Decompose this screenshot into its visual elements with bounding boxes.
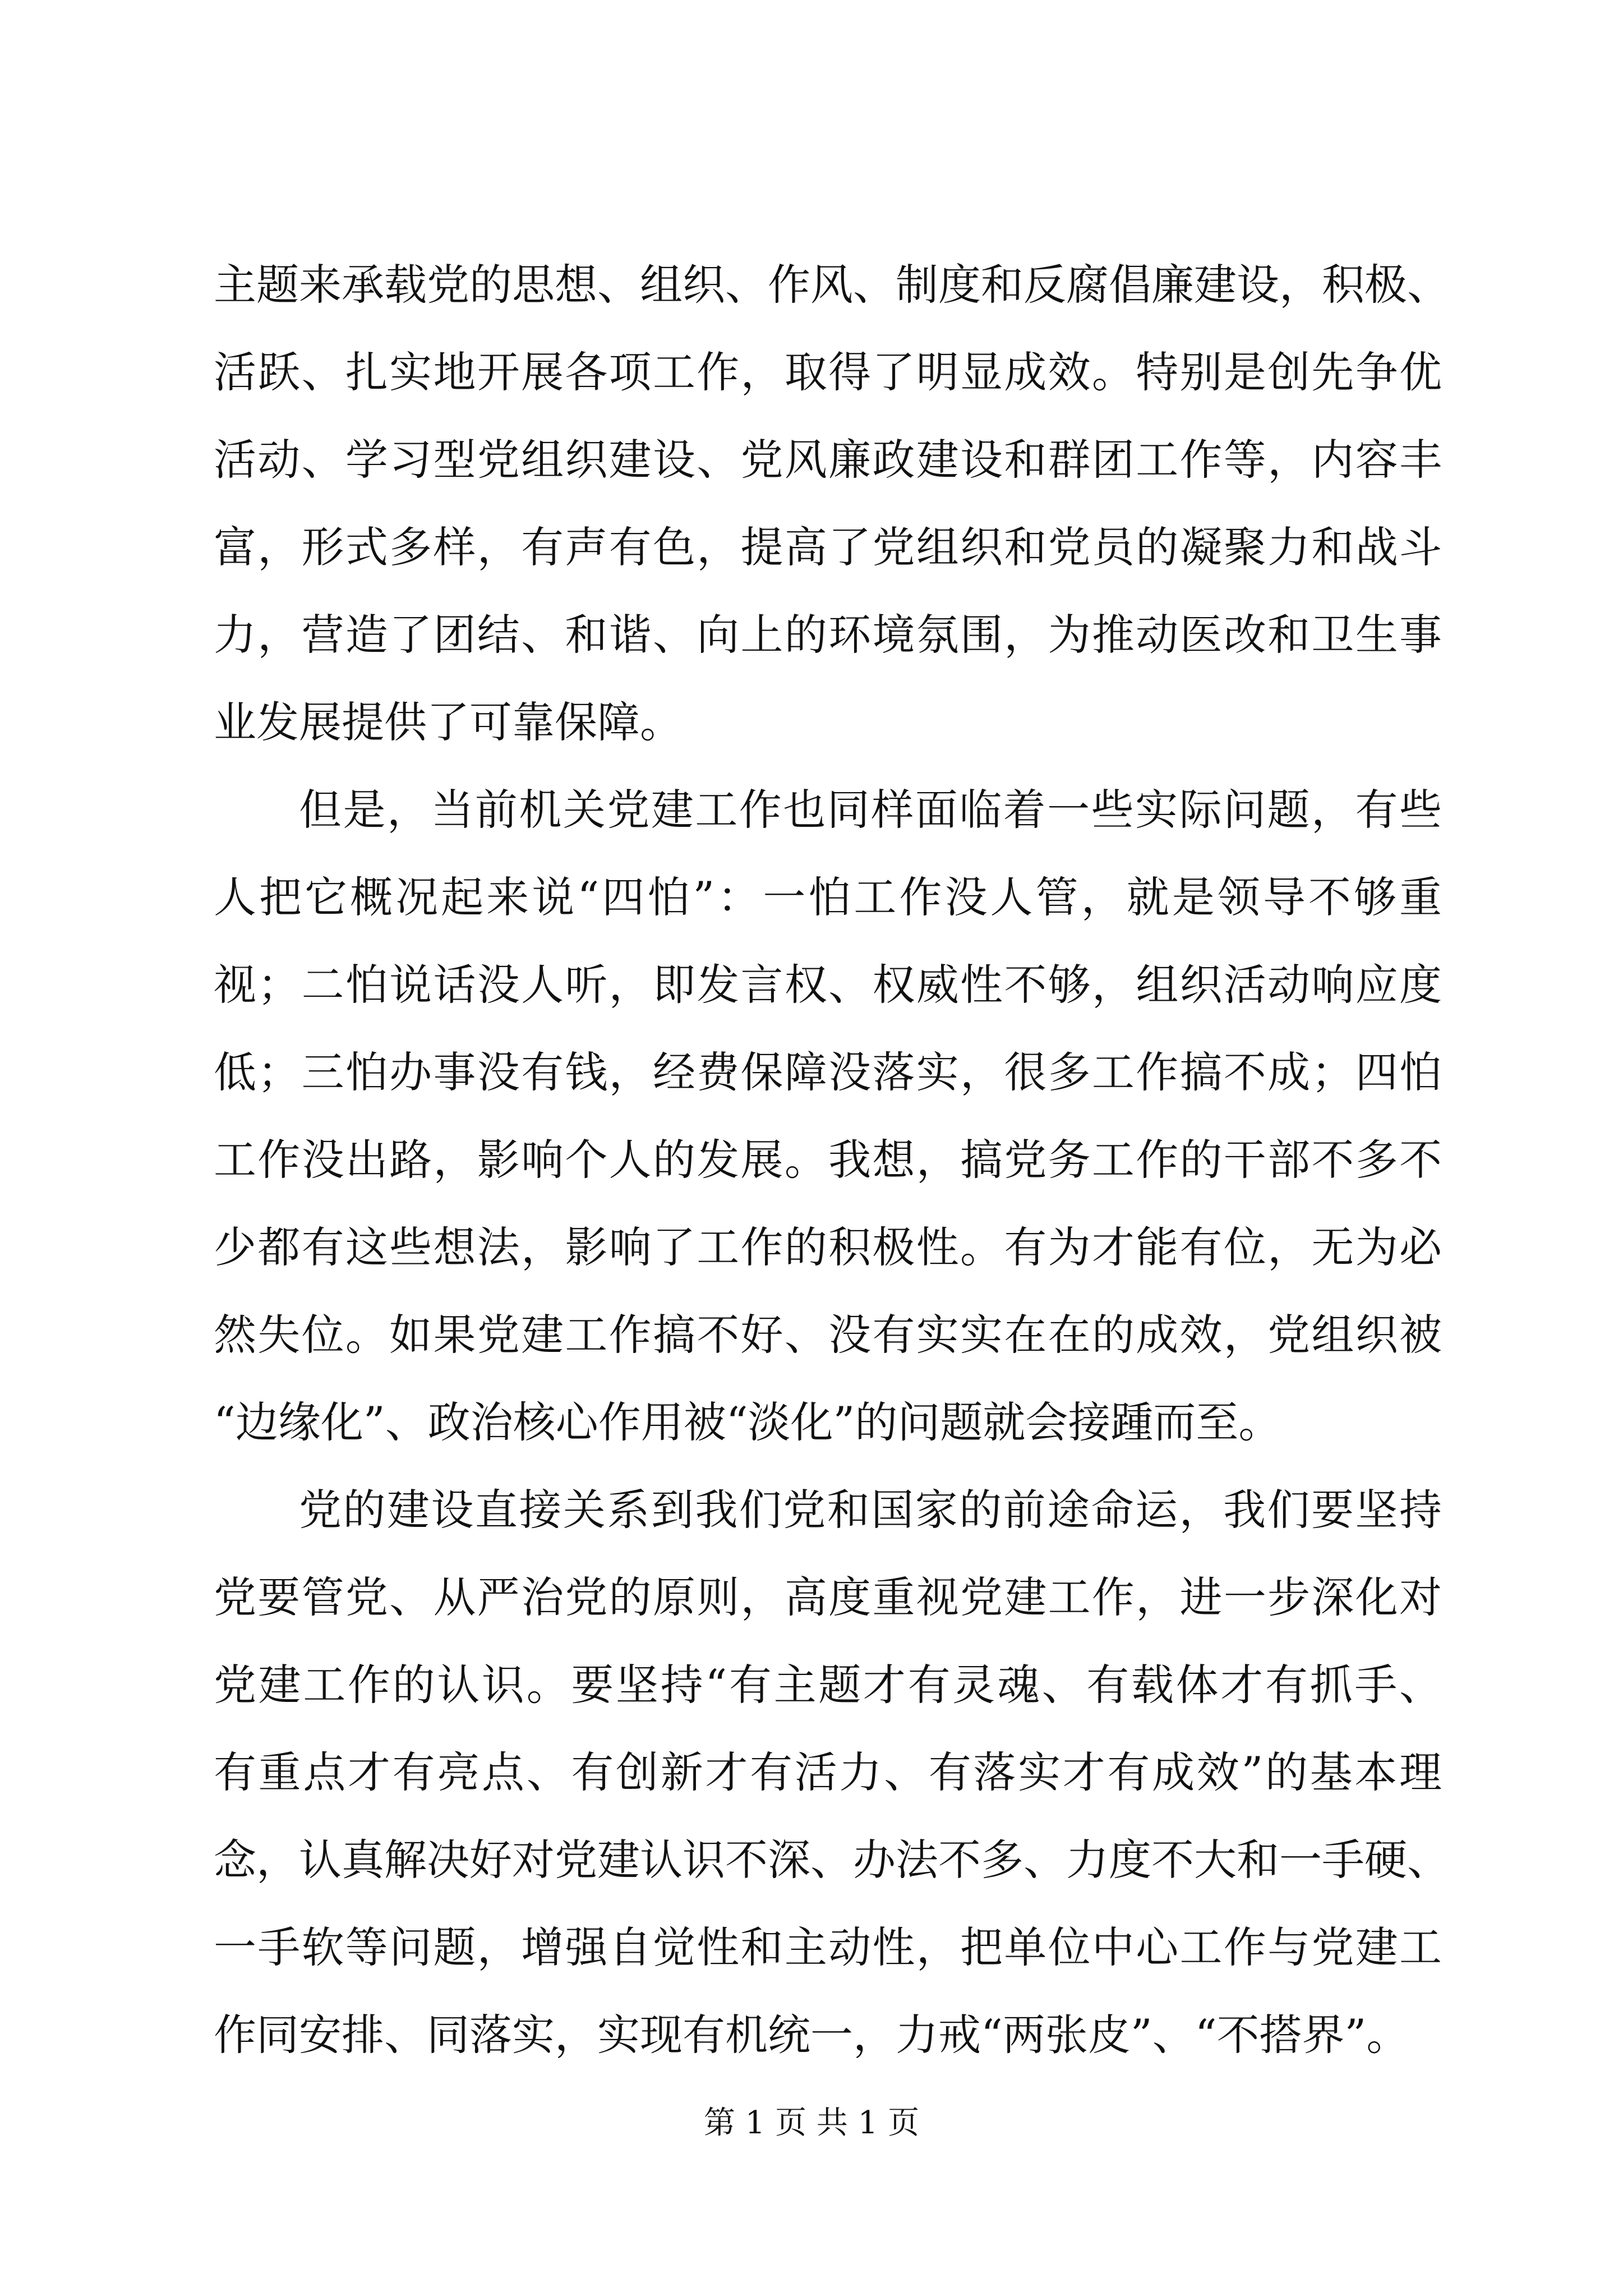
paragraph-3: [214, 1466, 1450, 2079]
text-line: 活跃、扎实地开展各项工作，取得了明显成效。特别是创先争优: [214, 347, 1442, 397]
text-line: 力，营造了团结、和谐、向上的环境氛围，为推动医改和卫生事: [214, 610, 1442, 660]
text-line: 主题来承载党的思想、组织、作风、制度和反腐倡廉建设，积极、: [214, 260, 1450, 310]
text-line: 低；三怕办事没有钱，经费保障没落实，很多工作搞不成；四怕: [214, 1047, 1442, 1097]
text-line: 党要管党、从严治党的原则，高度重视党建工作，进一步深化对: [214, 1572, 1442, 1622]
text-line: 视；二怕说话没人听，即发言权、权威性不够，组织活动响应度: [214, 960, 1442, 1010]
text-line: 一手软等问题，增强自觉性和主动性，把单位中心工作与党建工: [214, 1922, 1442, 1972]
page-footer: [0, 2098, 1623, 2143]
text-line: 工作没出路，影响个人的发展。我想，搞党务工作的干部不多不: [214, 1135, 1442, 1185]
document-body: [214, 241, 1450, 2079]
paragraph-1: [214, 241, 1450, 766]
text-line: 少都有这些想法，影响了工作的积极性。有为才能有位，无为必: [214, 1222, 1442, 1272]
text-line: “边缘化”、政治核心作用被“淡化”的问题就会接踵而至。: [214, 1397, 1281, 1447]
text-line: 念，认真解决好对党建认识不深、办法不多、力度不大和一手硬、: [214, 1835, 1450, 1885]
page-number-label: 第 1 页 共 1 页: [703, 2105, 920, 2141]
text-line: 有重点才有亮点、有创新才有活力、有落实才有成效”的基本理: [214, 1747, 1442, 1797]
text-line: 业发展提供了可靠保障。: [214, 697, 683, 747]
text-line: 活动、学习型党组织建设、党风廉政建设和群团工作等，内容丰: [214, 435, 1442, 485]
text-line: 然失位。如果党建工作搞不好、没有实实在在的成效，党组织被: [214, 1310, 1442, 1360]
text-line: 作同安排、同落实，实现有机统一，力戒“两张皮”、“不搭界”。: [214, 2010, 1409, 2060]
text-line: 富，形式多样，有声有色，提高了党组织和党员的凝聚力和战斗: [214, 522, 1442, 572]
text-line: 但是，当前机关党建工作也同样面临着一些实际问题，有些: [299, 785, 1442, 835]
paragraph-2: [214, 766, 1442, 1466]
text-line: 党建工作的认识。要坚持“有主题才有灵魂、有载体才有抓手、: [214, 1660, 1442, 1710]
text-line: 人把它概况起来说“四怕”：一怕工作没人管，就是领导不够重: [214, 872, 1442, 922]
text-line: 党的建设直接关系到我们党和国家的前途命运，我们要坚持: [299, 1485, 1442, 1535]
